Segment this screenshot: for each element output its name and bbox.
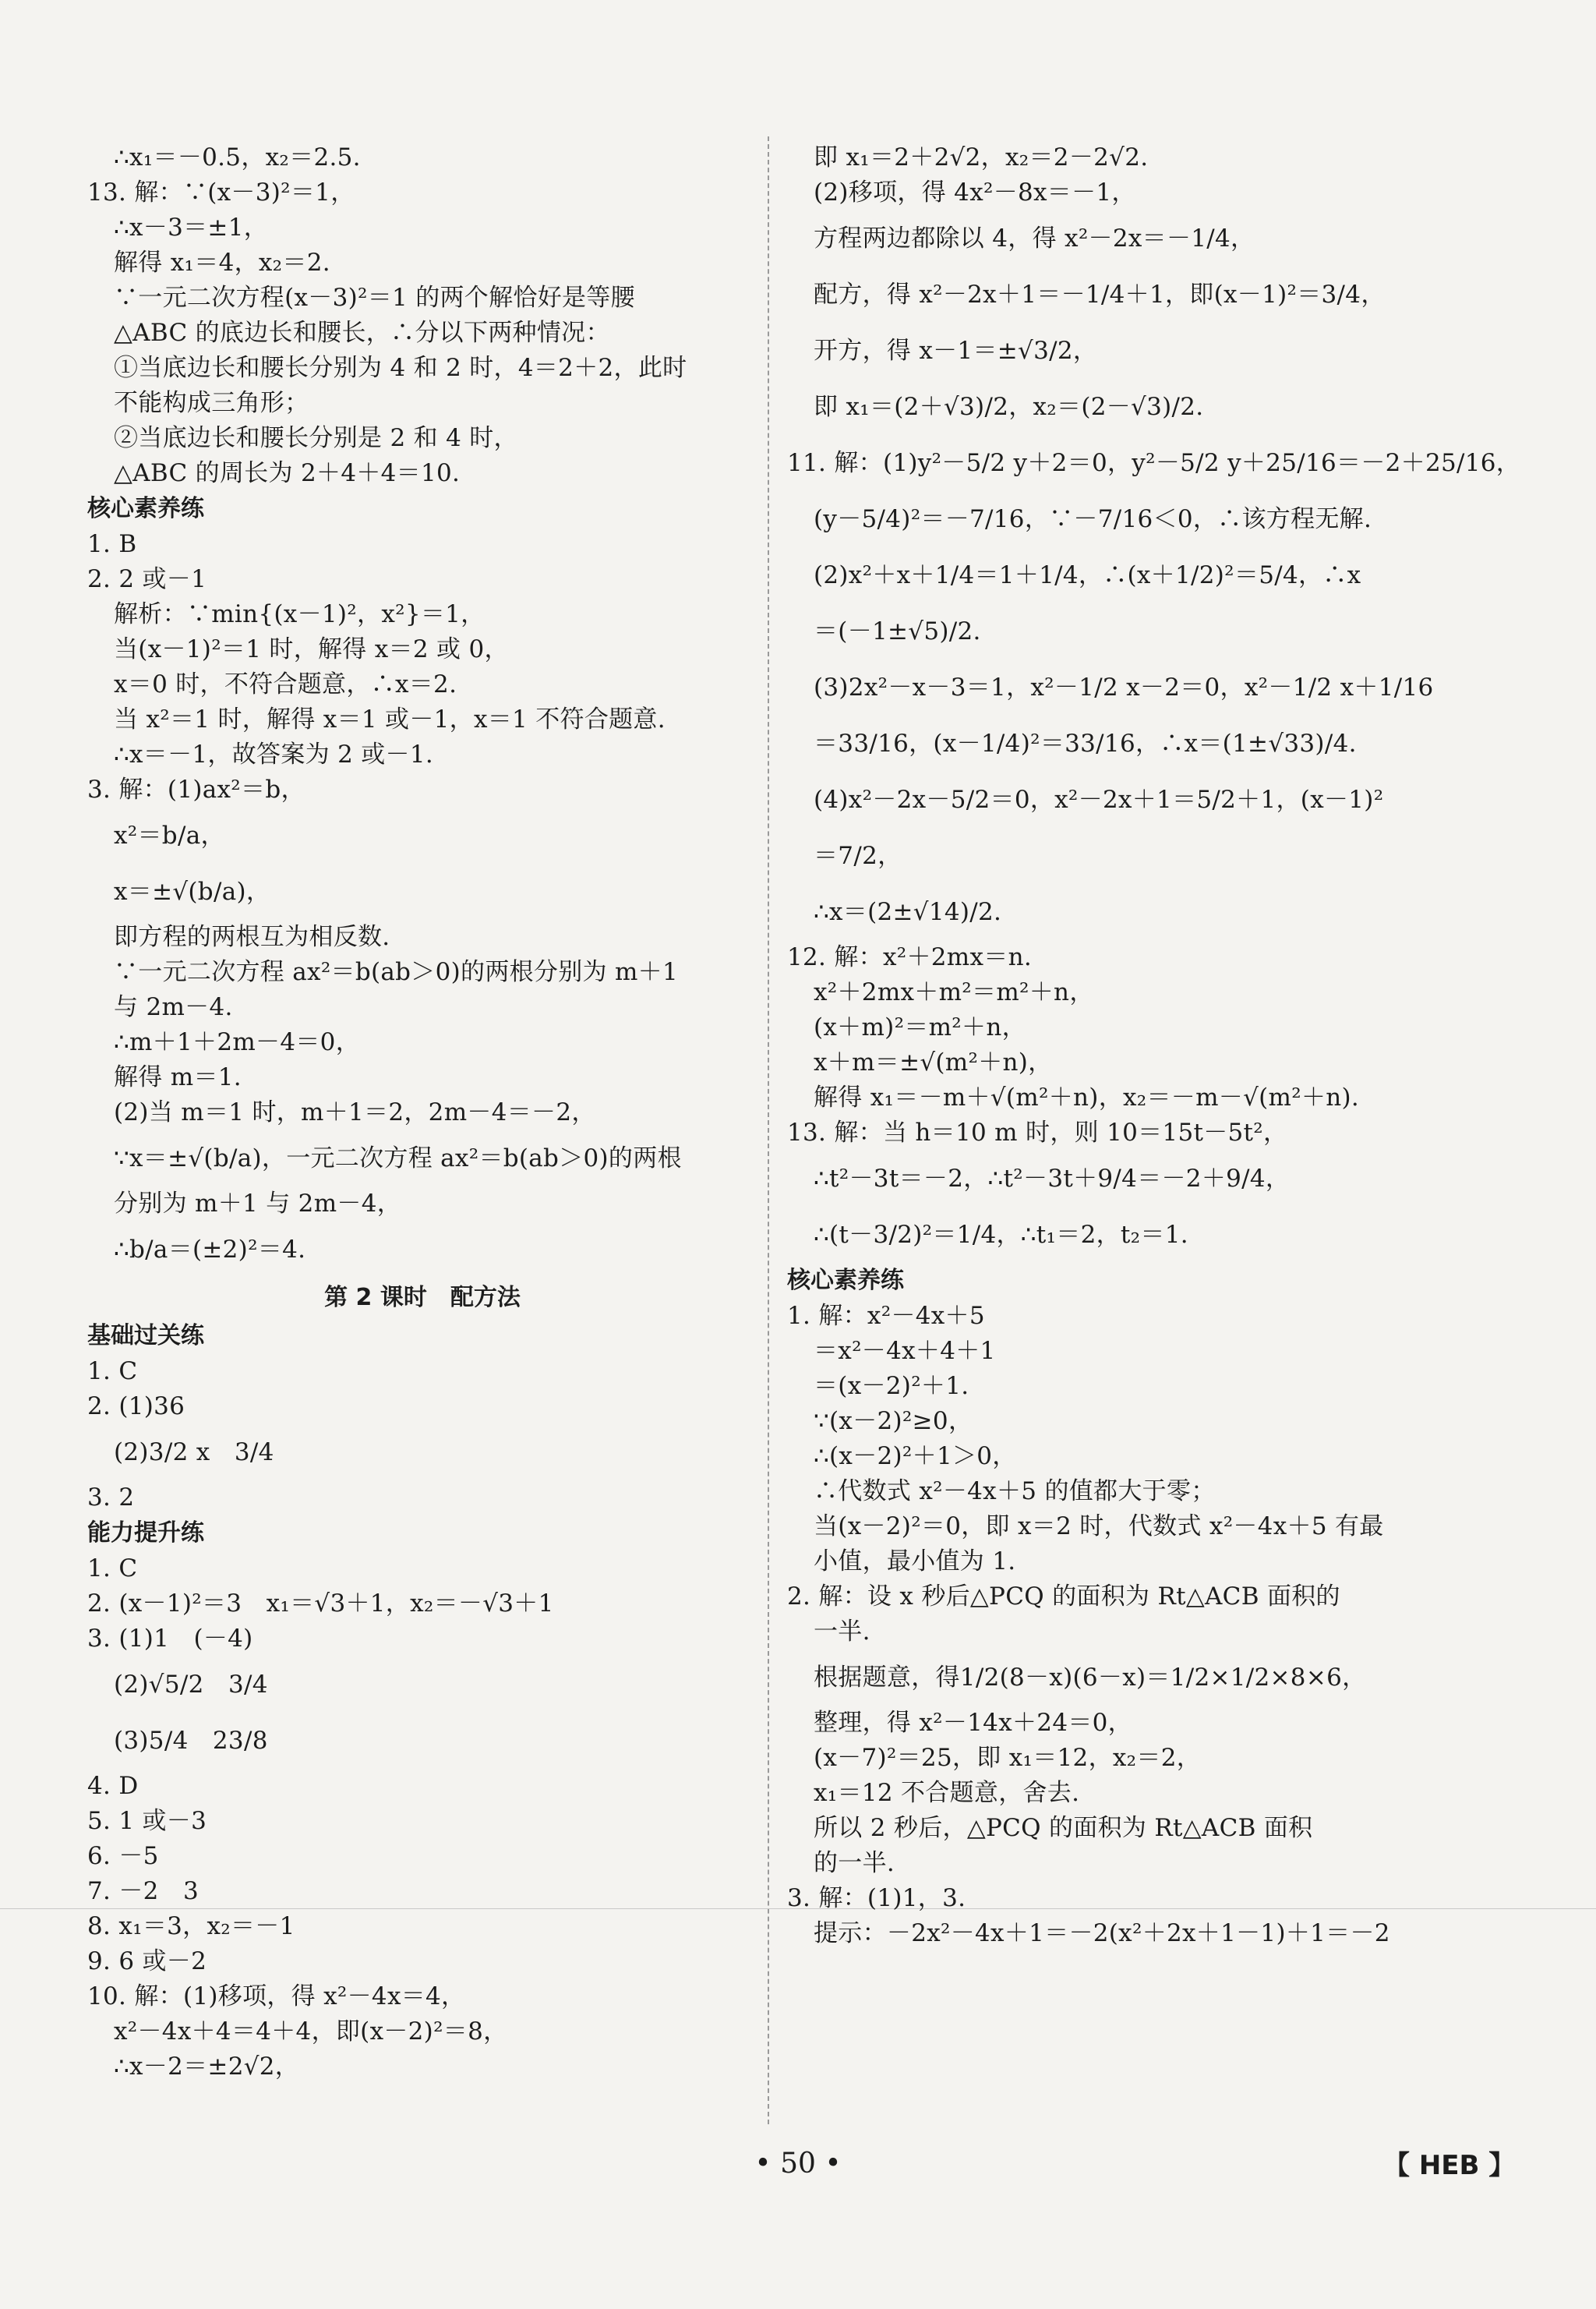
text-line: x＝±√(b/a)，: [114, 878, 271, 906]
right-column: [787, 140, 1521, 1951]
text-line: 6. －5: [87, 1842, 159, 1870]
text-line: ∴代数式 x²－4x＋5 的值都大于零；: [814, 1477, 1216, 1505]
text-line: (3)5/4 23/8: [114, 1727, 268, 1755]
text-line: x₁＝12 不合题意，舍去.: [814, 1779, 1080, 1807]
text-line: 即方程的两根互为相反数.: [114, 923, 390, 951]
text-line: 根据题意，得1/2(8－x)(6－x)＝1/2×1/2×8×6，: [814, 1664, 1367, 1692]
text-line: 11. 解：(1)y²－5/2 y＋2＝0，y²－5/2 y＋25/16＝－2＋25/16，: [787, 449, 1521, 477]
text-line: x²＋2mx＋m²＝m²＋n，: [814, 978, 1094, 1006]
text-line: 的一半.: [814, 1849, 895, 1877]
section-heading: 基础过关练: [87, 1322, 204, 1349]
text-line: 12. 解：x²＋2mx＝n.: [787, 943, 1032, 971]
text-line: 3. 解：(1)ax²＝b，: [87, 776, 305, 804]
page-number: • 50 •: [754, 2148, 842, 2180]
text-line: 不能构成三角形；: [114, 389, 309, 417]
text-line: 当 x²＝1 时，解得 x＝1 或－1，x＝1 不符合题意.: [114, 705, 666, 734]
column-divider: [768, 136, 769, 2124]
text-line: 解得 m＝1.: [114, 1063, 242, 1091]
text-line: 与 2m－4.: [114, 993, 233, 1021]
text-line: 10. 解：(1)移项，得 x²－4x＝4，: [87, 1982, 466, 2010]
text-line: 2. (1)36: [87, 1392, 185, 1420]
text-line: 13. 解：当 h＝10 m 时，则 10＝15t－5t²，: [787, 1119, 1288, 1147]
text-line: 一半.: [814, 1618, 870, 1646]
text-line: ∴b/a＝(±2)²＝4.: [114, 1236, 306, 1264]
text-line: (4)x²－2x－5/2＝0，x²－2x＋1＝5/2＋1，(x－1)²: [814, 786, 1384, 814]
text-line: 3. 2: [87, 1483, 135, 1512]
text-line: 8. x₁＝3，x₂＝－1: [87, 1912, 295, 1940]
text-line: 1. 解：x²－4x＋5: [787, 1302, 985, 1330]
text-line: 即 x₁＝2＋2√2，x₂＝2－2√2.: [814, 143, 1149, 171]
text-line: 2. 2 或－1: [87, 565, 207, 593]
text-line: x²－4x＋4＝4＋4，即(x－2)²＝8，: [114, 2017, 508, 2046]
text-line: x＋m＝±√(m²＋n)，: [814, 1048, 1053, 1077]
text-line: 开方，得 x－1＝±√3/2，: [814, 337, 1098, 365]
text-line: x＝0 时，不符合题意，∴x＝2.: [114, 670, 457, 698]
text-line: ∴x＝(2±√14)/2.: [814, 898, 1002, 926]
text-line: (2)3/2 x 3/4: [114, 1438, 274, 1466]
text-line: ∴(x－2)²＋1＞0，: [814, 1442, 1017, 1470]
text-line: ②当底边长和腰长分别是 2 和 4 时，: [114, 424, 518, 452]
text-line: 1. B: [87, 530, 137, 558]
text-line: 配方，得 x²－2x＋1＝－1/4＋1，即(x－1)²＝3/4，: [814, 281, 1386, 309]
section-heading: 核心素养练: [87, 495, 204, 522]
text-line: 2. 解：设 x 秒后△PCQ 的面积为 Rt△ACB 面积的: [787, 1582, 1340, 1611]
left-column: [87, 140, 757, 2084]
text-line: (x＋m)²＝m²＋n，: [814, 1013, 1026, 1041]
edition-tag: 【 HEB 】: [1383, 2150, 1516, 2181]
text-line: ∴x－3＝±1，: [114, 214, 269, 242]
text-line: ∴x＝－1，故答案为 2 或－1.: [114, 741, 434, 769]
text-line: ①当底边长和腰长分别为 4 和 2 时，4＝2＋2，此时: [114, 354, 687, 382]
text-line: (2)移项，得 4x²－8x＝－1，: [814, 179, 1136, 207]
text-line: 当(x－2)²＝0，即 x＝2 时，代数式 x²－4x＋5 有最: [814, 1512, 1384, 1540]
text-line: ∴(t－3/2)²＝1/4，∴t₁＝2，t₂＝1.: [814, 1221, 1188, 1249]
text-line: 提示：－2x²－4x＋1＝－2(x²＋2x＋1－1)＋1＝－2: [814, 1919, 1390, 1947]
text-line: ∴x₁＝－0.5，x₂＝2.5.: [114, 143, 361, 171]
section-heading: 第 2 课时 配方法: [324, 1284, 521, 1311]
text-line: △ABC 的周长为 2＋4＋4＝10.: [114, 459, 461, 487]
text-line: 解得 x₁＝4，x₂＝2.: [114, 249, 330, 277]
text-line: ∴m＋1＋2m－4＝0，: [114, 1028, 361, 1056]
text-line: 1. C: [87, 1554, 138, 1582]
section-heading: 核心素养练: [787, 1267, 904, 1294]
text-line: ∴x－2＝±2√2，: [114, 2053, 300, 2081]
text-line: (2)x²＋x＋1/4＝1＋1/4，∴(x＋1/2)²＝5/4，∴x: [814, 561, 1361, 589]
text-line: 分别为 m＋1 与 2m－4，: [114, 1190, 402, 1218]
text-line: 方程两边都除以 4，得 x²－2x＝－1/4，: [814, 225, 1255, 253]
text-line: ∵(x－2)²≥0，: [814, 1407, 973, 1435]
text-line: 小值，最小值为 1.: [814, 1547, 1016, 1575]
text-line: ＝7/2，: [814, 842, 902, 870]
text-line: 2. (x－1)²＝3 x₁＝√3＋1，x₂＝－√3＋1: [87, 1589, 554, 1618]
text-line: 7. －2 3: [87, 1877, 199, 1905]
text-line: ∵一元二次方程 ax²＝b(ab＞0)的两根分别为 m＋1: [114, 958, 678, 986]
text-line: ＝33/16，(x－1/4)²＝33/16，∴x＝(1±√33)/4.: [814, 730, 1357, 758]
text-line: 4. D: [87, 1772, 139, 1800]
text-line: 5. 1 或－3: [87, 1807, 207, 1835]
text-line: 解得 x₁＝－m＋√(m²＋n)，x₂＝－m－√(m²＋n).: [814, 1084, 1360, 1112]
text-line: x²＝b/a，: [114, 822, 225, 850]
text-line: (y－5/4)²＝－7/16，∵－7/16＜0，∴该方程无解.: [814, 505, 1372, 533]
text-line: ＝x²－4x＋4＋1: [814, 1337, 996, 1365]
text-line: 9. 6 或－2: [87, 1947, 207, 1975]
text-line: 整理，得 x²－14x＋24＝0，: [814, 1709, 1132, 1737]
text-line: 所以 2 秒后，△PCQ 的面积为 Rt△ACB 面积: [814, 1814, 1313, 1842]
text-line: 3. 解：(1)1，3.: [787, 1884, 966, 1912]
text-line: 13. 解：∵(x－3)²＝1，: [87, 179, 355, 207]
text-line: ∵x＝±√(b/a)，一元二次方程 ax²＝b(ab＞0)的两根: [114, 1144, 682, 1172]
text-line: ＝(x－2)²＋1.: [814, 1372, 969, 1400]
section-heading: 能力提升练: [87, 1519, 204, 1547]
text-line: ∴t²－3t＝－2，∴t²－3t＋9/4＝－2＋9/4，: [814, 1165, 1291, 1193]
text-line: 3. (1)1 (－4): [87, 1625, 253, 1653]
text-line: ∵一元二次方程(x－3)²＝1 的两个解恰好是等腰: [114, 284, 635, 312]
text-line: ＝(－1±√5)/2.: [814, 617, 981, 645]
text-line: (3)2x²－x－3＝1，x²－1/2 x－2＝0，x²－1/2 x＋1/16: [814, 674, 1434, 702]
text-line: (2)当 m＝1 时，m＋1＝2，2m－4＝－2，: [114, 1098, 596, 1126]
text-line: (x－7)²＝25，即 x₁＝12，x₂＝2，: [814, 1744, 1202, 1772]
text-line: 当(x－1)²＝1 时，解得 x＝2 或 0，: [114, 635, 509, 663]
text-line: (2)√5/2 3/4: [114, 1671, 268, 1699]
text-line: 1. C: [87, 1357, 138, 1385]
text-line: △ABC 的底边长和腰长，∴分以下两种情况：: [114, 319, 610, 347]
text-line: 即 x₁＝(2＋√3)/2，x₂＝(2－√3)/2.: [814, 393, 1204, 421]
text-line: 解析：∵min{(x－1)²，x²}＝1，: [114, 600, 486, 628]
